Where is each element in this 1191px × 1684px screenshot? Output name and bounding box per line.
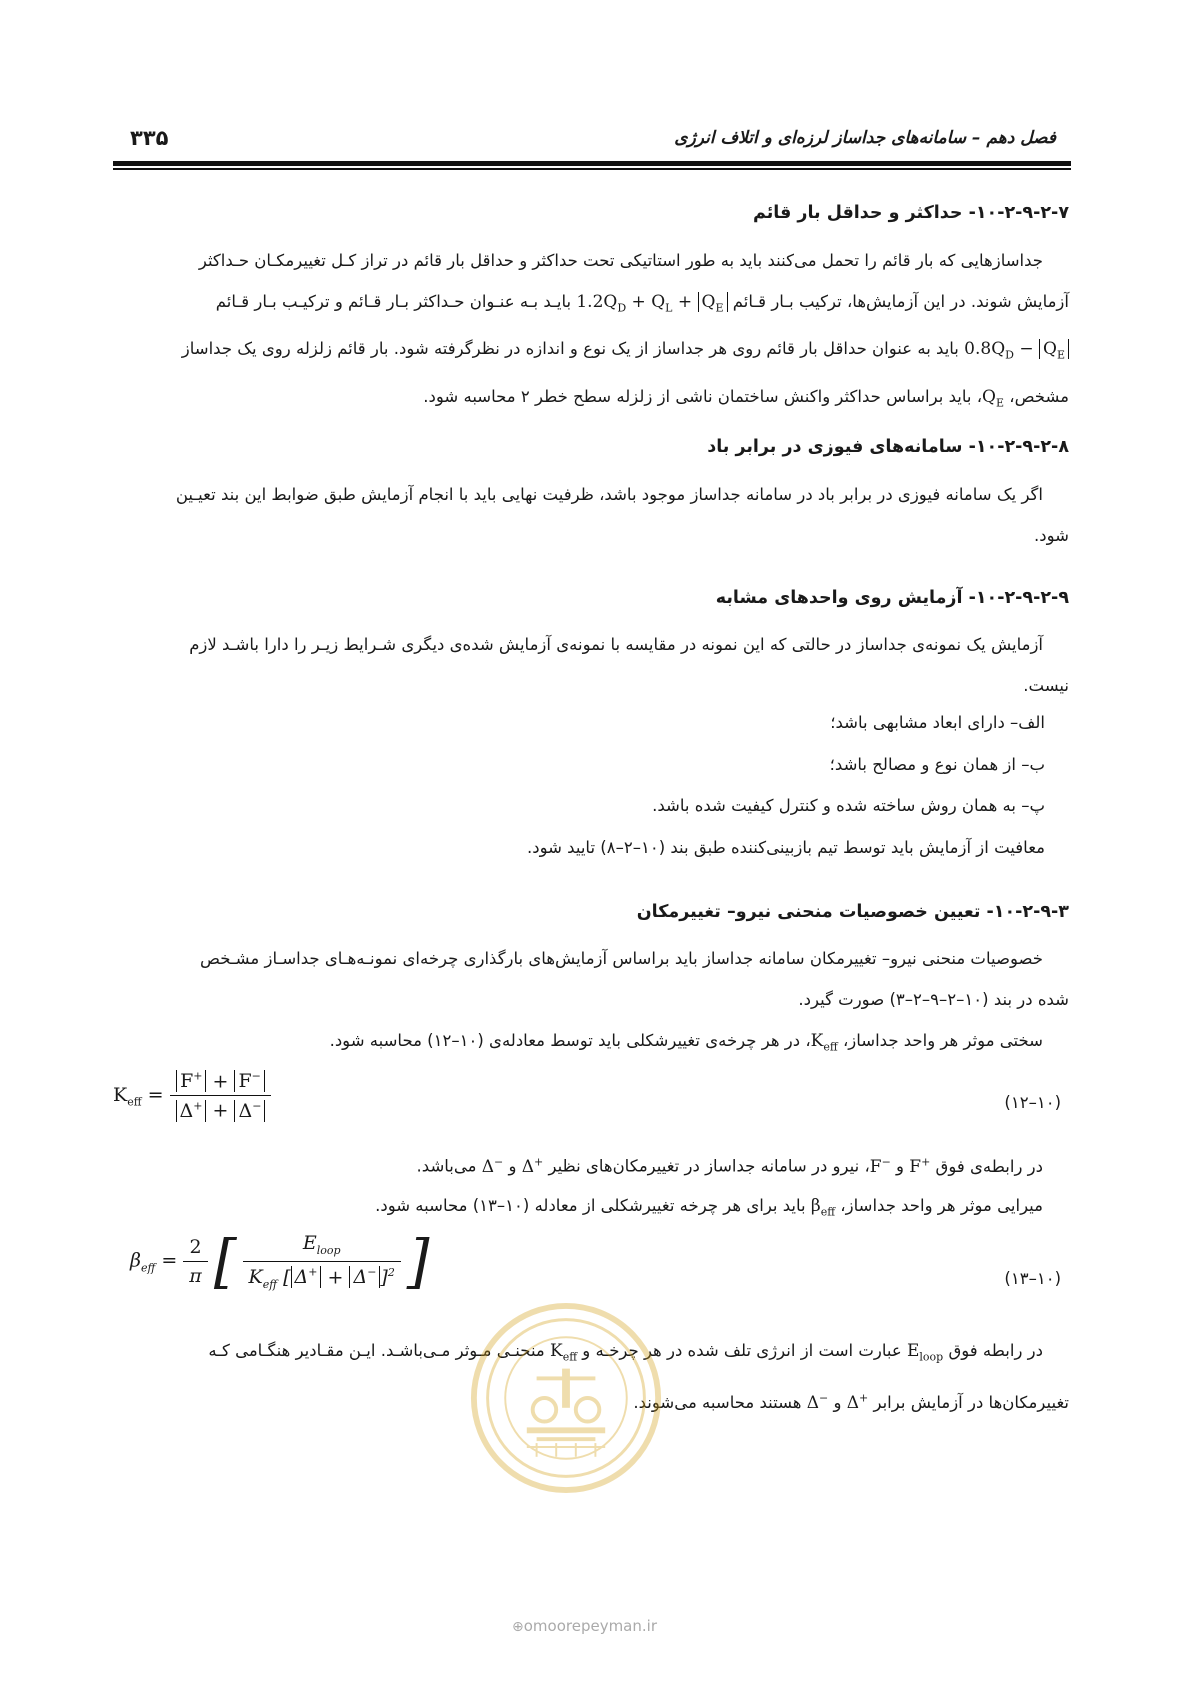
watermark-site: ⊕omoorepeyman.ir <box>512 1617 657 1635</box>
text-run: سختی موثر هر واحد جداساز، <box>842 1031 1043 1050</box>
text-run: هستند محاسبه می‌شوند. <box>633 1393 802 1413</box>
text-run: منحنـی مـوثر مـی‌باشـد. ایـن مقـادیر هنگـامی کـه <box>208 1341 545 1360</box>
chapter-title: فصل دهم – سامانه‌های جداساز لرزه‌ای و اتلاف انرژی <box>674 128 1056 148</box>
section-heading-similar-units: ۱۰-۲-۹-۲-۹- آزمایش روی واحدهای مشابه <box>715 588 1069 608</box>
paragraph-line <box>123 1155 1069 1177</box>
paragraph-line: جداسازهایی که بار قائم را تحمل می‌کنند باید به طور استاتیکی تحت حداکثر و حداقل بار قائم در تراز کـل تغییرمکـان حـداکثر <box>198 251 1043 270</box>
watermark-stamp-icon <box>468 1300 664 1496</box>
list-item: معافیت از آزمایش باید توسط تیم بازبینی‌کننده طبق بند (۱۰–۲–۸) تایید شود. <box>527 838 1045 857</box>
section-heading-max-min-vertical-load: ۱۰-۲-۹-۲-۷- حداکثر و حداقل بار قائم <box>752 203 1069 223</box>
paragraph-line <box>215 292 1069 315</box>
text-run: تغییرمکان‌ها در آزمایش برابر <box>873 1393 1069 1413</box>
equation-fraction: $\frac{2}{\pi}$ <box>183 1236 208 1287</box>
equation-fraction: $\frac{E_{loop}}{K_{eff} [ \Delta^+ + \Delta^- ]^2}$ <box>243 1232 401 1291</box>
section-body-force-displacement <box>123 938 1069 1067</box>
symbol-beta-eff: $\beta_{eff}$ <box>810 1196 836 1219</box>
text-run: و <box>833 1393 842 1413</box>
paragraph-line <box>633 1393 1069 1412</box>
text-run: ، نیرو در سامانه جداساز در تغییرمکان‌های نظیر <box>548 1156 870 1176</box>
header-rule-thick <box>113 161 1071 166</box>
section-heading-force-displacement: ۱۰-۲-۹-۳- تعیین خصوصیات منحنی نیرو– تغییرمکان <box>636 902 1069 922</box>
symbol-keff: $K_{eff}$ <box>810 1031 838 1054</box>
paragraph-line: خصوصیات منحنی نیرو– تغییرمکان سامانه جداساز باید براساس آزمایش‌های بارگذاری چرخه‌ای نمونـه‌هـای جداسـاز مشـخص <box>199 949 1043 968</box>
paragraph-line: شود. <box>1034 526 1069 545</box>
watermark-site-text: omoorepeyman.ir <box>523 1617 657 1635</box>
list-item: الف– دارای ابعاد مشابهی باشد؛ <box>830 713 1045 732</box>
paragraph-line: آزمایش یک نمونه‌ی جداساز در حالتی که این نمونه در مقایسه با نمونه‌ی آزمایش شده‌ی دیگری شـرایط زیـر را دارا باشـد لازم <box>189 635 1043 654</box>
text-run: ، در هر چرخه‌ی تغییرشکلی باید توسط معادله‌ی (۱۰–۱۲) محاسبه شود. <box>329 1031 811 1050</box>
symbol-e-loop: $E_{loop}$ <box>906 1341 944 1364</box>
page-number: ۳۳۵ <box>130 126 169 150</box>
text-run: در رابطه فوق <box>948 1341 1043 1360</box>
symbol-delta-minus: Δ− <box>481 1155 504 1177</box>
text-run: و <box>896 1156 905 1176</box>
text-run: می‌باشد. <box>416 1156 477 1176</box>
symbol-qe: $Q_E$ <box>982 386 1004 410</box>
symbol-keff: $K_{eff}$ <box>550 1341 578 1364</box>
paragraph-line: اگر یک سامانه فیوزی در برابر باد در سامانه جداساز موجود باشد، ظرفیت نهایی باید با انجام آزمایش طبق ضوابط این بند تعیـین <box>175 485 1043 504</box>
paragraph-line: نیست. <box>1023 676 1069 695</box>
section-body-wind-fuse <box>123 474 1069 556</box>
text-run: مشخص، <box>1009 386 1069 406</box>
section-body-similar-units <box>123 624 1069 706</box>
text-run: باید به عنوان حداقل بار قائم روی هر جداساز از یک نوع و اندازه در نظرگرفته شود. بار قائم زلزله روی یک جداساز <box>181 339 959 359</box>
paragraph-line: شده در بند (۱۰–۲–۹–۲–۳) صورت گیرد. <box>798 990 1069 1009</box>
text-run: باید برای هر چرخه تغییرشکلی از معادله (۱۰–۱۳) محاسبه شود. <box>375 1196 806 1215</box>
text-run: آزمایش شوند. در این آزمایش‌ها، ترکیب بـار قـائم <box>732 292 1069 311</box>
paragraph-line <box>123 1020 1069 1067</box>
text-run: میرایی موثر هر واحد جداساز، <box>840 1196 1043 1215</box>
text-run: در رابطه‌ی فوق <box>935 1156 1043 1176</box>
list-item: پ– به همان روش ساخته شده و کنترل کیفیت شده باشد. <box>652 796 1045 815</box>
equation-number-12: (۱۰–۱۲) <box>1004 1093 1061 1112</box>
equation-effective-stiffness: $K_{eff}$ = $\frac{F^+ + F^-}{\Delta^+ + \Delta^-}$ <box>113 1070 271 1122</box>
paragraph-line <box>181 339 1069 362</box>
text-run: بایـد بـه عنـوان حـداکثر بـار قـائم و ترکیـب بـار قـائم <box>215 292 572 311</box>
equation-fraction: $\frac{F^+ + F^-}{\Delta^+ + \Delta^-}$ <box>170 1070 272 1122</box>
symbol-delta-plus: Δ+ <box>521 1155 544 1177</box>
formula-min-vertical-load: $0.8Q_D - Q_E$ <box>964 339 1069 359</box>
paragraph-line <box>423 386 1069 410</box>
paragraph-line <box>123 1196 1069 1218</box>
symbol-f-plus: F+ <box>909 1155 931 1177</box>
text-run: ، باید براساس حداکثر واکنش ساختمان ناشی از زلزله سطح خطر ۲ محاسبه شود. <box>423 386 983 406</box>
section-heading-wind-fuse: ۱۰-۲-۹-۲-۸- سامانه‌های فیوزی در برابر باد <box>707 437 1069 457</box>
section-body-max-min-vertical-load <box>123 240 1069 423</box>
list-item: ب– از همان نوع و مصالح باشد؛ <box>829 755 1045 774</box>
header-rule-thin <box>113 168 1071 170</box>
text-run: و <box>508 1156 517 1176</box>
symbol-delta-minus: Δ− <box>806 1391 829 1414</box>
text-run: عبارت است از انرژی تلف شده در هر چرخـه و <box>582 1341 902 1360</box>
equation-number-13: (۱۰–۱۳) <box>1004 1269 1061 1288</box>
symbol-f-minus: F− <box>869 1155 891 1177</box>
equation-effective-damping: $\beta_{eff}$ = $\frac{2}{\pi}$ [ $\frac{E_{loop}}{K_{eff} [ \Delta^+ + \Delta^- ]^2}$ ] <box>130 1227 430 1296</box>
formula-max-vertical-load: $1.2Q_D + Q_L + Q_E$ <box>576 292 727 312</box>
symbol-delta-plus: Δ+ <box>846 1391 869 1414</box>
